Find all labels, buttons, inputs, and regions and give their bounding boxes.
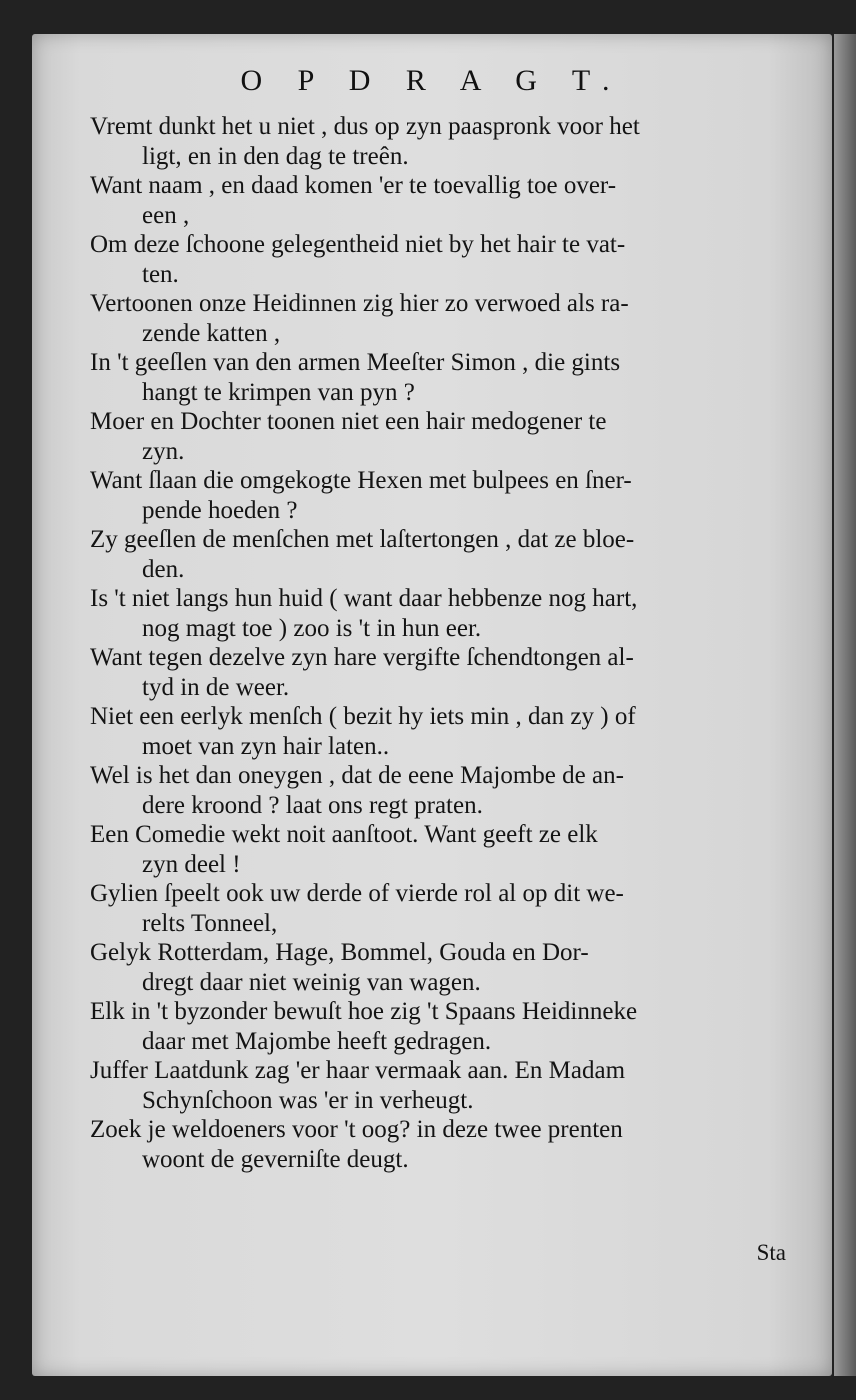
catchword: Sta: [756, 1240, 786, 1265]
verse-line: Gylien ſpeelt ook uw derde of vierde rol al op dit we-: [90, 880, 624, 907]
verse-line-continuation: relts Tonneel,: [142, 909, 278, 937]
verse-line: Moer en Dochter toonen niet een hair medogener te: [90, 408, 607, 435]
verse-line-continuation: daar met Majombe heeft gedragen.: [142, 1027, 492, 1055]
verse-line-continuation: ten.: [142, 260, 179, 288]
verse-line-continuation: een ,: [142, 201, 190, 229]
page-edge-shadow: [834, 34, 856, 1376]
verse-line: Wel is het dan oneygen , dat de eene Majombe de an-: [90, 762, 624, 789]
verse-line: Vertoonen onze Heidinnen zig hier zo verwoed als ra-: [90, 290, 629, 317]
verse-line: In 't geeſlen van den armen Meeſter Simon , die gints: [90, 349, 621, 376]
verse-line-continuation: hangt te krimpen van pyn ?: [142, 378, 415, 406]
verse-line: Zy geeſlen de menſchen met laſtertongen , dat ze bloe-: [90, 526, 635, 553]
verse-line-continuation: zende katten ,: [142, 319, 281, 347]
verse-block: [90, 112, 780, 1174]
verse-line-continuation: pende hoeden ?: [142, 496, 298, 524]
verse-line: Vremt dunkt het u niet , dus op zyn paaspronk voor het: [90, 113, 640, 140]
verse-line-continuation: nog magt toe ) zoo is 't in hun eer.: [142, 614, 482, 642]
verse-line: Is 't niet langs hun huid ( want daar hebbenze nog hart,: [90, 585, 638, 612]
verse-line-continuation: tyd in de weer.: [142, 673, 290, 701]
verse-line-continuation: dregt daar niet weinig van wagen.: [142, 968, 481, 996]
verse-line: Juffer Laatdunk zag 'er haar vermaak aan. En Madam: [90, 1057, 626, 1084]
verse-line: Niet een eerlyk menſch ( bezit hy iets min , dan zy ) of: [90, 703, 636, 730]
verse-line: Elk in 't byzonder bewuſt hoe zig 't Spaans Heidinneke: [90, 998, 638, 1025]
verse-line: Want naam , en daad komen 'er te toevallig toe over-: [90, 172, 617, 199]
verse-line-continuation: moet van zyn hair laten..: [142, 732, 390, 760]
verse-line-continuation: ligt, en in den dag te treên.: [142, 142, 409, 170]
verse-line: Om deze ſchoone gelegentheid niet by het hair te vat-: [90, 231, 626, 258]
page-title: O P D R A G T.: [240, 64, 624, 97]
verse-line-continuation: dere kroond ? laat ons regt praten.: [142, 791, 483, 819]
verse-line: Want tegen dezelve zyn hare vergifte ſchendtongen al-: [90, 644, 634, 671]
verse-line-continuation: den.: [142, 555, 185, 583]
verse-line-continuation: zyn deel !: [142, 850, 241, 878]
verse-line: Gelyk Rotterdam, Hage, Bommel, Gouda en Dor-: [90, 939, 589, 966]
verse-line-continuation: woont de geverniſte deugt.: [142, 1145, 409, 1173]
verse-line-continuation: Schynſchoon was 'er in verheugt.: [142, 1086, 474, 1114]
book-page: [32, 34, 832, 1376]
verse-line: Want ſlaan die omgekogte Hexen met bulpees en ſner-: [90, 467, 632, 494]
verse-line: Zoek je weldoeners voor 't oog? in deze twee prenten: [90, 1116, 623, 1143]
verse-line-continuation: zyn.: [142, 437, 185, 465]
verse-line: Een Comedie wekt noit aanſtoot. Want geeft ze elk: [90, 821, 598, 848]
